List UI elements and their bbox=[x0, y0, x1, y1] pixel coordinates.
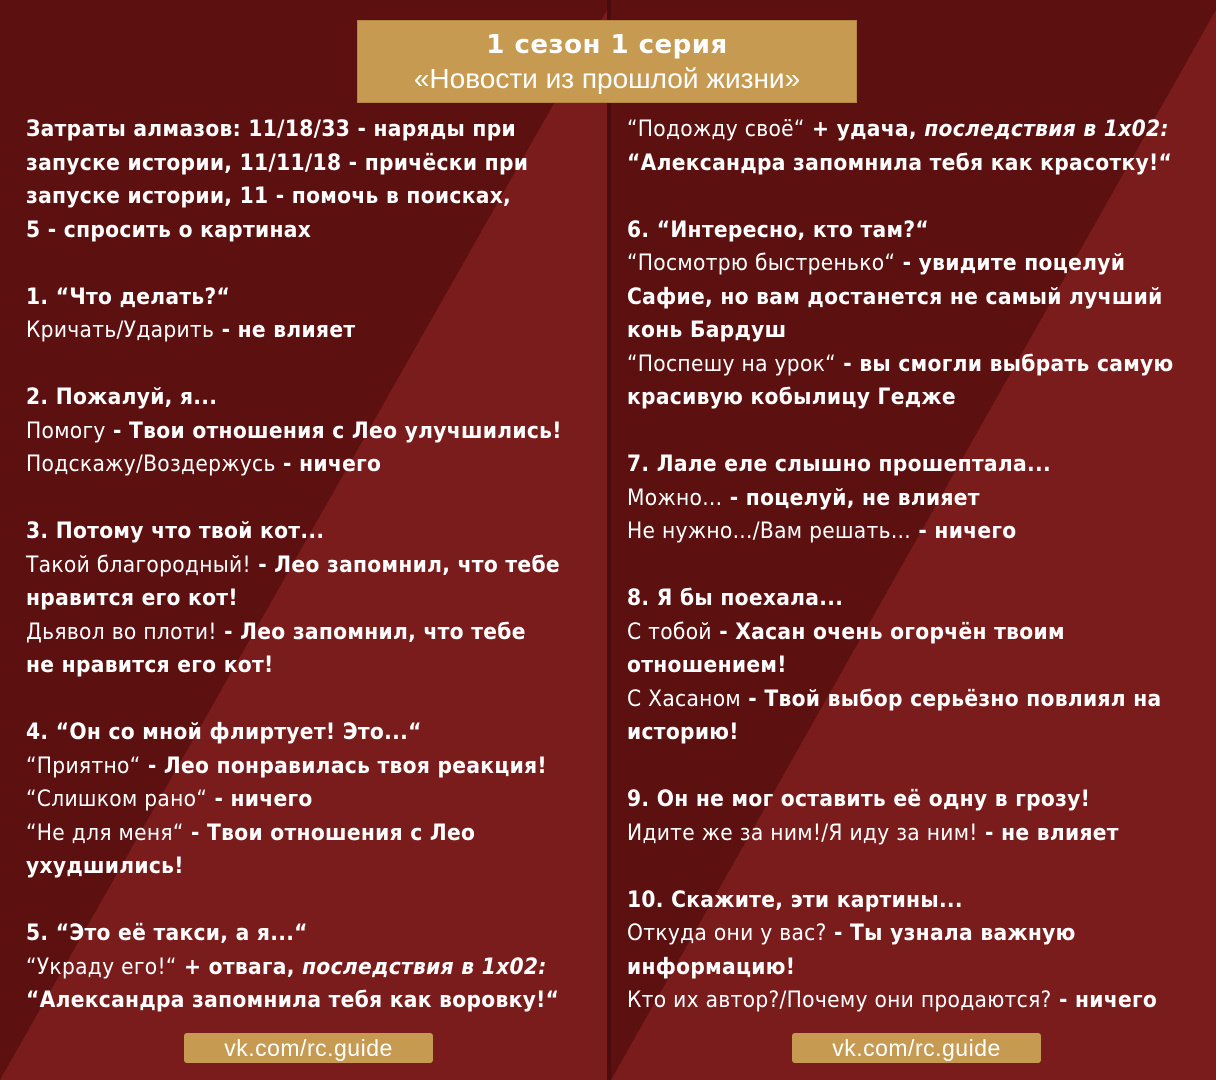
choice-text: С Хасаном bbox=[627, 685, 741, 712]
answer-line bbox=[26, 415, 596, 449]
question-1 bbox=[26, 281, 596, 348]
outcome-text: - ничего bbox=[275, 451, 382, 477]
question-8 bbox=[627, 582, 1212, 750]
outcome-continuation: историю! bbox=[627, 719, 739, 745]
intro-line: запуске истории, 11/11/18 - причёски при bbox=[26, 149, 529, 176]
question-title: 8. Я бы поехала... bbox=[627, 585, 844, 611]
question-5 bbox=[26, 917, 596, 1018]
question-title: 2. Пожалуй, я... bbox=[26, 384, 218, 410]
choice-text: Дьявол во плоти! bbox=[26, 618, 217, 645]
right-column bbox=[627, 113, 1212, 1051]
outcome-continuation: “Александра запомнила тебя как красотку!“ bbox=[627, 149, 1173, 176]
answer-line bbox=[627, 247, 1212, 281]
choice-text: Подскажу/Воздержусь bbox=[26, 451, 276, 477]
answer-line bbox=[26, 549, 596, 583]
question-4 bbox=[26, 716, 596, 884]
answer-line bbox=[627, 515, 1212, 549]
question-5-continued bbox=[627, 113, 1212, 180]
answer-line bbox=[26, 951, 596, 985]
outcome-text: - поцелуй, не влияет bbox=[722, 484, 980, 511]
episode-title: 1 сезон 1 серия bbox=[486, 30, 728, 60]
outcome-text: - Твои отношения с Лео bbox=[183, 819, 476, 846]
choice-text: “Поспешу на урок“ bbox=[627, 350, 836, 377]
answer-line bbox=[26, 448, 596, 482]
choice-text: Помогу bbox=[26, 417, 106, 444]
question-title: 6. “Интересно, кто там?“ bbox=[627, 216, 929, 243]
answer-line bbox=[627, 817, 1212, 851]
intro-line: запуске истории, 11 - помочь в поисках, bbox=[26, 183, 512, 209]
choice-text: Откуда они у вас? bbox=[627, 920, 827, 946]
outcome-text: - Твои отношения с Лео улучшились! bbox=[105, 417, 562, 444]
footer-link-right: vk.com/rc.guide bbox=[792, 1033, 1041, 1063]
footer-link-left: vk.com/rc.guide bbox=[184, 1033, 433, 1063]
answer-line bbox=[26, 783, 596, 817]
answer-line bbox=[627, 984, 1212, 1018]
outcome-text: + отвага, bbox=[176, 953, 303, 980]
outcome-continuation: красивую кобылицу Гедже bbox=[627, 384, 956, 410]
choice-text: “Приятно“ bbox=[26, 752, 141, 779]
diamond-costs bbox=[26, 113, 596, 247]
question-title: 10. Скажите, эти картины... bbox=[627, 886, 963, 913]
answer-line bbox=[26, 750, 596, 784]
intro-line: Затраты алмазов: 11/18/33 - наряды при bbox=[26, 116, 516, 142]
outcome-text: - ничего bbox=[207, 786, 313, 812]
question-6 bbox=[627, 214, 1212, 415]
outcome-text: - Лео запомнил, что тебе bbox=[250, 551, 560, 578]
question-3 bbox=[26, 515, 596, 683]
question-title: 5. “Это её такси, а я...“ bbox=[26, 920, 308, 946]
answer-line bbox=[627, 348, 1212, 382]
outcome-continuation: отношением! bbox=[627, 652, 787, 678]
outcome-text: - вы смогли выбрать самую bbox=[835, 350, 1174, 377]
outcome-text: - Твой выбор серьёзно повлиял на bbox=[740, 685, 1162, 712]
choice-text: “Украду его!“ bbox=[26, 953, 177, 980]
choice-text: С тобой bbox=[627, 618, 712, 645]
outcome-text: + удача, bbox=[804, 116, 925, 142]
question-title: 7. Лале еле слышно прошептала... bbox=[627, 451, 1051, 477]
outcome-continuation: не нравится его кот! bbox=[26, 652, 274, 678]
question-9 bbox=[627, 783, 1212, 850]
outcome-text: - Ты узнала важную bbox=[826, 920, 1076, 946]
episode-header bbox=[357, 20, 857, 103]
left-column bbox=[26, 113, 596, 1051]
choice-text: Такой благородный! bbox=[26, 551, 251, 578]
answer-line bbox=[627, 113, 1212, 147]
outcome-continuation: “Александра запомнила тебя как воровку!“ bbox=[26, 987, 560, 1013]
outcome-text: - увидите поцелуй bbox=[895, 250, 1126, 276]
outcome-text: - ничего bbox=[911, 518, 1017, 544]
question-7 bbox=[627, 448, 1212, 549]
question-10 bbox=[627, 884, 1212, 1018]
outcome-continuation: Сафие, но вам достанется не самый лучший bbox=[627, 283, 1163, 310]
outcome-text: - Лео понравилась твоя реакция! bbox=[140, 752, 547, 779]
outcome-text: - Лео запомнил, что тебе bbox=[216, 618, 526, 645]
consequence-label: последствия в 1х02: bbox=[302, 953, 547, 980]
choice-text: Не нужно.../Вам решать... bbox=[627, 518, 912, 544]
choice-text: “Слишком рано“ bbox=[26, 786, 208, 812]
outcome-continuation: конь Бардуш bbox=[627, 317, 787, 343]
intro-line: 5 - спросить о картинах bbox=[26, 216, 312, 243]
choice-text: Идите же за ним!/Я иду за ним! bbox=[627, 819, 978, 846]
choice-text: “Подожду своё“ bbox=[627, 116, 805, 142]
question-title: 4. “Он со мной флиртует! Это...“ bbox=[26, 719, 422, 745]
question-title: 3. Потому что твой кот... bbox=[26, 518, 325, 544]
answer-line bbox=[627, 616, 1212, 650]
choice-text: Можно... bbox=[627, 484, 723, 511]
consequence-label: последствия в 1х02: bbox=[924, 116, 1169, 142]
answer-line bbox=[26, 314, 596, 348]
outcome-text: - не влияет bbox=[977, 819, 1119, 846]
outcome-continuation: нравится его кот! bbox=[26, 585, 238, 611]
answer-line bbox=[26, 817, 596, 851]
outcome-text: - не влияет bbox=[214, 317, 356, 343]
outcome-text: - Хасан очень огорчён твоим bbox=[711, 618, 1065, 645]
answer-line bbox=[627, 683, 1212, 717]
outcome-text: - ничего bbox=[1051, 987, 1158, 1013]
choice-text: Кто их автор?/Почему они продаются? bbox=[627, 987, 1052, 1013]
choice-text: “Не для меня“ bbox=[26, 819, 184, 846]
answer-line bbox=[26, 616, 596, 650]
question-2 bbox=[26, 381, 596, 482]
question-title: 9. Он не мог оставить её одну в грозу! bbox=[627, 786, 1091, 812]
episode-subtitle: «Новости из прошлой жизни» bbox=[413, 63, 801, 94]
answer-line bbox=[627, 917, 1212, 951]
outcome-continuation: информацию! bbox=[627, 953, 796, 980]
answer-line bbox=[627, 482, 1212, 516]
choice-text: “Посмотрю быстренько“ bbox=[627, 250, 896, 276]
question-title: 1. “Что делать?“ bbox=[26, 283, 231, 310]
outcome-continuation: ухудшились! bbox=[26, 853, 184, 879]
choice-text: Кричать/Ударить bbox=[26, 317, 215, 343]
